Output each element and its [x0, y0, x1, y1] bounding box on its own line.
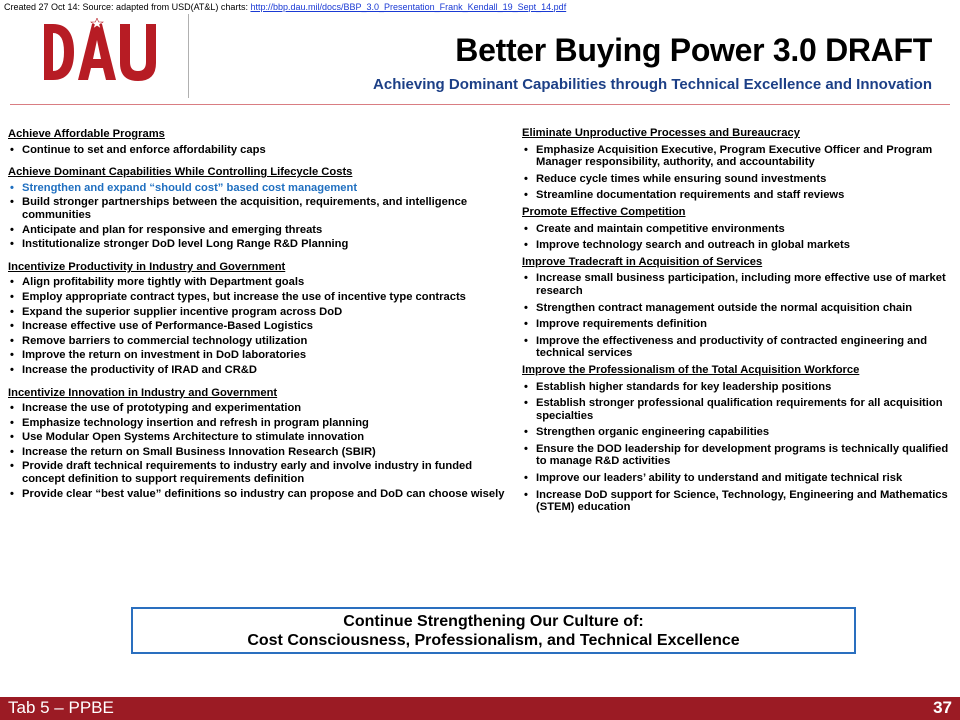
bullet-item: • Expand the superior supplier incentive program across DoD [8, 306, 506, 319]
page-number: 37 [933, 698, 952, 717]
section-heading: Achieve Dominant Capabilities While Controlling Lifecycle Costs [8, 166, 353, 179]
footer-tab-label: Tab 5 – PPBE [8, 698, 114, 717]
bullet-item: • Emphasize technology insertion and refresh in program planning [8, 417, 506, 430]
section [522, 256, 954, 360]
bullet-list [8, 276, 506, 376]
bullet-item: • Improve our leaders’ ability to understand and mitigate technical risk [522, 472, 954, 485]
dau-logo [34, 18, 164, 88]
section [8, 387, 506, 501]
bullet-list [522, 144, 954, 202]
section-heading: Eliminate Unproductive Processes and Bureaucracy [522, 127, 800, 139]
page-title: Better Buying Power 3.0 DRAFT [455, 32, 932, 68]
bullet-item: • Strengthen organic engineering capabilities [522, 426, 954, 439]
culture-callout [131, 607, 856, 654]
bullet-item: • Establish stronger professional qualification requirements for all acquisition specialties [522, 397, 954, 422]
bullet-list [522, 223, 954, 252]
bullet-item: • Establish higher standards for key leadership positions [522, 381, 954, 394]
bullet-item: • Employ appropriate contract types, but increase the use of incentive type contracts [8, 291, 506, 304]
section [8, 128, 506, 156]
bullet-item: • Increase effective use of Performance-Based Logistics [8, 320, 506, 333]
bullet-item: • Provide clear “best value” definitions so industry can propose and DoD can choose wisely [8, 488, 506, 501]
bullet-item: • Increase the productivity of IRAD and CR&D [8, 364, 506, 377]
created-source-note [4, 2, 566, 12]
bullet-item: • Improve requirements definition [522, 318, 954, 331]
section-heading: Achieve Affordable Programs [8, 128, 165, 140]
bullet-item: • Emphasize Acquisition Executive, Program Executive Officer and Program Manager responsibility, authority, and accountability [522, 144, 954, 169]
callout-line-2: Cost Consciousness, Professionalism, and Technical Excellence [247, 632, 740, 649]
bullet-item: • Provide draft technical requirements to industry early and involve industry in funded concept definition to support requirements definition [8, 460, 506, 485]
bullet-item: • Align profitability more tightly with Department goals [8, 276, 506, 289]
section [8, 261, 506, 377]
footer-bar [0, 697, 960, 720]
bullet-item: • Remove barriers to commercial technology utilization [8, 335, 506, 348]
section-heading: Improve Tradecraft in Acquisition of Services [522, 255, 763, 268]
section-heading: Incentivize Productivity in Industry and Government [8, 260, 286, 273]
bullet-item: • Improve technology search and outreach in global markets [522, 239, 954, 252]
section [8, 166, 506, 251]
section [522, 206, 954, 252]
left-column [8, 128, 506, 510]
right-column [522, 127, 954, 518]
bullet-item: • Anticipate and plan for responsive and emerging threats [8, 224, 506, 237]
bullet-item: • Build stronger partnerships between the acquisition, requirements, and intelligence communities [8, 196, 506, 221]
bullet-list [8, 144, 506, 157]
callout-line-1: Continue Strengthening Our Culture of: [343, 613, 644, 630]
bullet-item: • Ensure the DOD leadership for development programs is technically qualified to manage R&D activities [522, 443, 954, 468]
section-heading: Incentivize Innovation in Industry and Government [8, 386, 278, 399]
created-label: Created 27 Oct 14: Source: adapted from USD(AT&L) charts: [4, 2, 248, 12]
page-subtitle: Achieving Dominant Capabilities through Technical Excellence and Innovation [373, 76, 932, 93]
bullet-item: • Strengthen contract management outside the normal acquisition chain [522, 302, 954, 315]
section [522, 364, 954, 514]
bullet-item: • Create and maintain competitive environments [522, 223, 954, 236]
bullet-item: • Increase the return on Small Business Innovation Research (SBIR) [8, 446, 506, 459]
bullet-item: • Increase the use of prototyping and experimentation [8, 402, 506, 415]
bullet-item: • Improve the return on investment in DoD laboratories [8, 349, 506, 362]
section-heading: Improve the Professionalism of the Total Acquisition Workforce [522, 363, 860, 376]
header-divider [188, 14, 189, 98]
bullet-list [8, 182, 506, 251]
section-heading: Promote Effective Competition [522, 205, 686, 218]
bullet-list [522, 381, 954, 514]
bullet-item: • Institutionalize stronger DoD level Long Range R&D Planning [8, 238, 506, 251]
bullet-item: • Strengthen and expand “should cost” based cost management [8, 182, 506, 195]
bullet-item: • Increase small business participation, including more effective use of market research [522, 272, 954, 297]
bullet-item: • Reduce cycle times while ensuring sound investments [522, 173, 954, 186]
bullet-item: • Streamline documentation requirements and staff reviews [522, 189, 954, 202]
bullet-item: • Use Modular Open Systems Architecture to stimulate innovation [8, 431, 506, 444]
bullet-item: • Increase DoD support for Science, Technology, Engineering and Mathematics (STEM) education [522, 489, 954, 514]
source-link[interactable]: http://bbp.dau.mil/docs/BBP_3.0_Presentation_Frank_Kendall_19_Sept_14.pdf [250, 2, 567, 12]
header-rule [10, 104, 950, 105]
bullet-list [8, 402, 506, 500]
bullet-list [522, 272, 954, 360]
bullet-item: • Continue to set and enforce affordability caps [8, 144, 506, 157]
bullet-item: • Improve the effectiveness and productivity of contracted engineering and technical services [522, 335, 954, 360]
section [522, 127, 954, 202]
